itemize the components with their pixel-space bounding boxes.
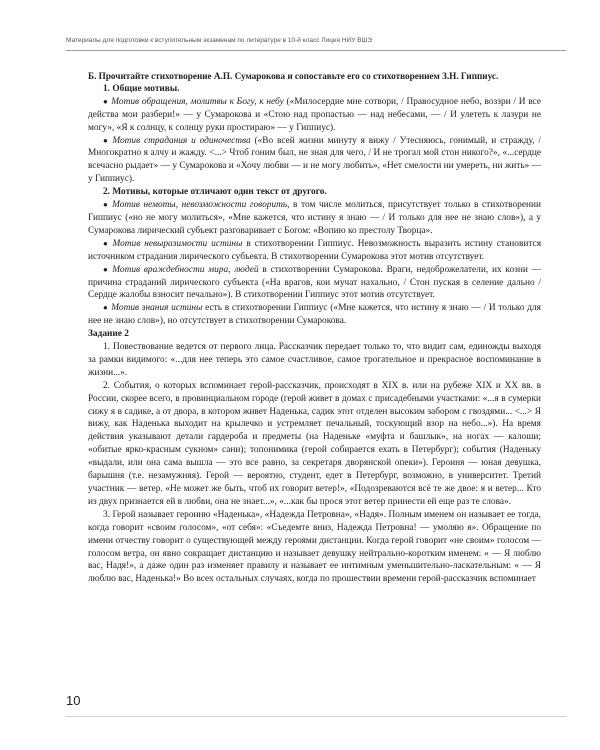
header-divider [66,50,566,51]
answer-paragraph: 3. Герой называет героиню «Наденька», «Надежда Петровна», «Надя». Полным именем он называет ее тогда, когда говорит «своим голосом», «от себя»: «Съедемте вниз, Надежда Петровна! — умоляю я». Обращение по имени отчеству говорит о существующей между героями дистанции. Когда герой говорит «не своим» голосом — голосом ветра, он явно сокращает дистанцию и называет девушку нейтрально-коротким именем: « — Я люблю вас, Надя!», а даже один раз изменяет правилу и называет ее интимным уменьшительно-ласкательным: « — Я люблю вас, Наденька!» Во всех остальных случаях, когда по прошествии времени герой-рассказчик вспоминает [88,509,541,585]
document-body [88,70,541,586]
bullet-icon: ● [103,200,110,210]
bullet-icon: ● [103,96,109,106]
answer-paragraph: 1. Повествование ведется от первого лица. Рассказчик передает только то, что видит сам, единожды выходя за рамки видимого: «...для нее теперь это самое счастливое, самое трогательное и прекрасное воспоминание в жизни...». [88,342,541,378]
bullet-icon: ● [103,238,110,248]
common-motifs-heading: 1. Общие мотивы. [103,83,180,94]
distinct-motifs-heading: 2. Мотивы, которые отличают один текст от другого. [103,187,327,198]
motif-bullet: ● Мотив страдания и одиночества («Во всей жизни минуту я вижу / Утесняюсь, гонимый, и стражду, / Многократно я алчу и жажду. <...> Чтоб гоним был, не зная для чего, / И не трогал мой стон никого?», «...сердце всечасно рыдает» — у Сумарокова и «Хочу любви — и не могу любить», «Нет смелости ни умереть, ни жить» — у Гиппиус). [88,135,541,185]
footer-divider [66,716,566,717]
section-b-title: Б. Прочитайте стихотворение А.П. Сумарокова и сопоставьте его со стихотворением З.Н. Гиппиус. [88,71,499,81]
answer-paragraph: 2. События, о которых вспоминает герой-рассказчик, происходят в XIX в. или на рубеже XIX и XX вв. в России, скорее всего, в провинциальном городе (герой живет в домах с присадебными участками: «...я в сумерки сижу я в садике, а от двора, в котором живет Наденька, садик этот отделен высоким забором с гвоздями... <...> Я вижу, как Наденька выходит на крылечко и устремляет печальный, тоскующий взор на небо...»). На время действия указывают детали гардероба и предметы (на Наденьке «муфта и башлык», на ногах — калоши; «обитые ярко-красным сукном» сани); топонимика (герой собирается ехать в Петербург); события (Наденьку «выдали, или она сама вышла — это все равно, за секретаря дворянской опеки»). Героиня — юная девушка, барышня (т.е. незамужняя). Герой — вероятно, студент, едет в Петербург, возможно, в университет. Третий участник — ветер. «Не может же быть, чтоб их говорит ветер!», «Подозреваются всё те же двое: я и ветер... Кто из двух признается ей в любви, она не знает...», «...как бы прося этот ветер принести ей еще раз те слова». [88,380,541,507]
motif-bullet: ● Мотив знания истины есть в стихотворении Гиппиус («Мне кажется, что истину я знаю — / И только для нее не знаю слов»), но отсутствует в стихотворении Сумарокова. [88,303,541,327]
task-2-heading: Задание 2 [88,329,129,340]
motif-bullet: ● Мотив немоты, невозможности говорить, в том числе молиться, присутствует только в стихотворении Гиппиус («но не могу молиться», «Мне кажется, что истину я знаю — / И только для нее не знаю слов»), а у Сумарокова лирический субъект разговаривает с Богом: «Вопию ко престолу Творца». [88,200,541,236]
bullet-icon: ● [103,264,110,274]
motif-bullet: ● Мотив невыразимости истины в стихотворении Гиппиус. Невозможность выразить истину становится источником страдания лирического субъекта. В стихотворении Сумарокова этот мотив отсутствует. [88,238,541,262]
motif-bullet: ● Мотив обращения, молитвы к Богу, к небу («Милосердие мне сотвори, / Правосудное небо, воззри / И все действа мои разбери!» — у Сумарокова и «Стою над пропастью — над небесами, — / И улететь к лазури не могу», «Я к солнцу, к солнцу руки простираю» — у Гиппиус). [88,96,541,133]
page-number: 10 [66,693,81,708]
bullet-icon: ● [103,135,110,145]
bullet-icon: ● [103,303,109,313]
running-header: Материалы для подготовки к вступительным экзаменам по литературе в 10-й класс Лицея НИУ ВШЭ [66,37,373,44]
motif-bullet: ● Мотив враждебности мира, людей в стихотворении Сумарокова. Враги, недоброжелатели, их козни — причина страданий лирического субъекта («На врагов, кои мучат нахально, / Стон пуская в селение дально / Сердце жалобы взносит печально»). В стихотворении Гиппиус этот мотив отсутствует. [88,264,541,301]
